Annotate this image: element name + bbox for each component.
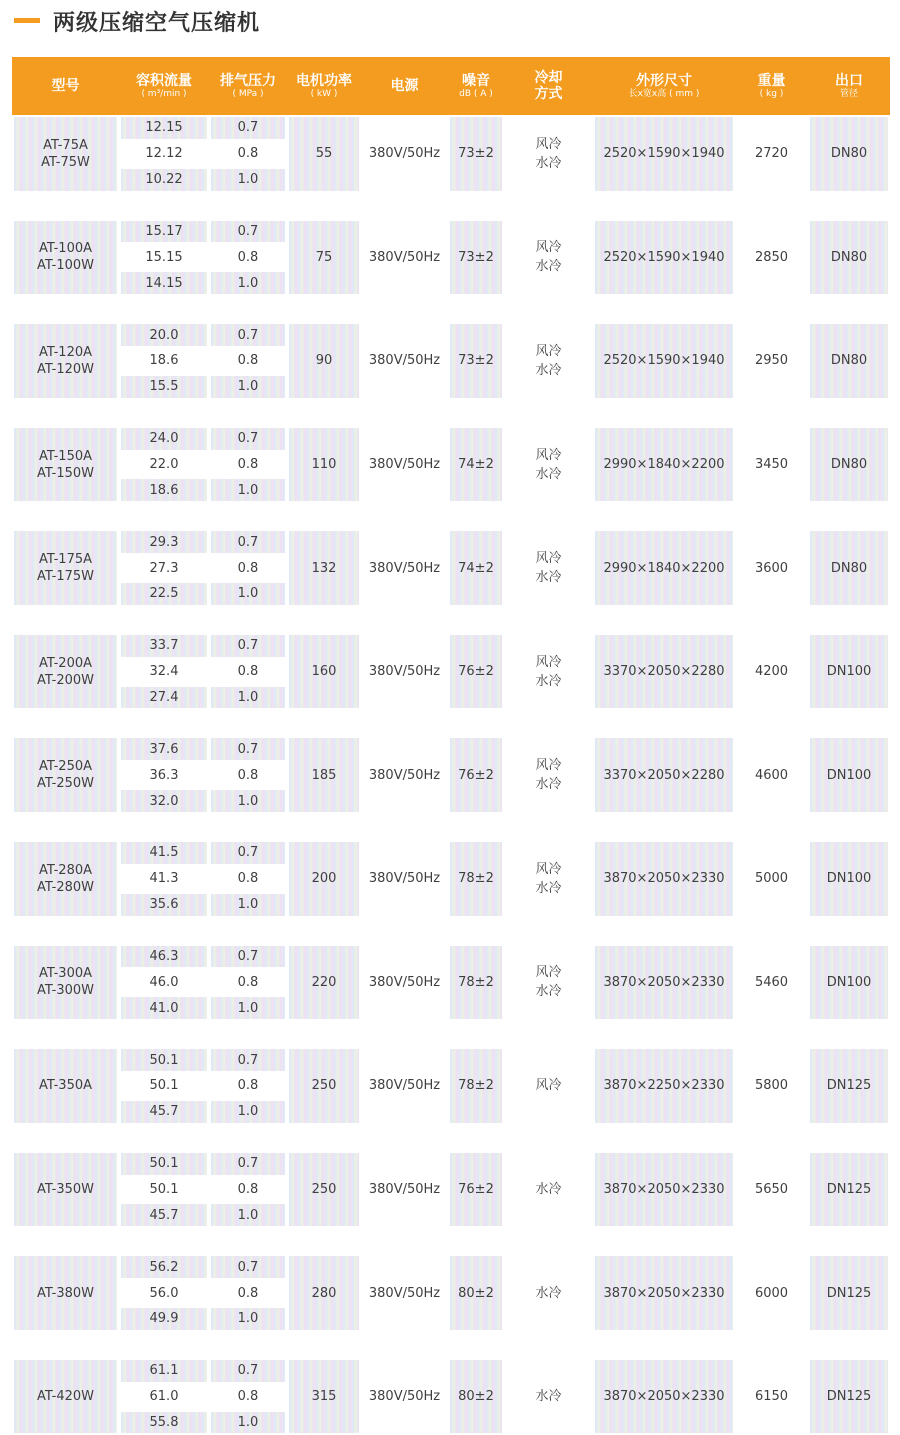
row-gap — [12, 1125, 890, 1151]
flow-cell: 18.6 — [119, 477, 209, 503]
model-cell-line: AT-350W — [37, 1181, 94, 1197]
row-gap — [12, 607, 890, 633]
flow-cell: 14.15 — [119, 270, 209, 296]
flow-cell: 22.5 — [119, 581, 209, 607]
table-body — [12, 115, 890, 1435]
table-row — [12, 944, 890, 970]
flow-cell: 15.15 — [145, 249, 183, 265]
model-cell-line: AT-75W — [41, 154, 90, 170]
table-header-row — [12, 57, 890, 115]
weight-cell: 4200 — [754, 664, 789, 680]
flow-cell: 55.8 — [119, 1410, 209, 1435]
noise-cell: 73±2 — [448, 219, 504, 297]
pressure-cell: 1.0 — [209, 167, 287, 193]
power-cell: 185 — [287, 736, 361, 814]
pressure-cell: 1.0 — [209, 374, 287, 400]
column-header — [808, 57, 890, 115]
cooling-cell-line: 水冷 — [535, 984, 562, 1000]
flow-cell: 46.0 — [149, 974, 179, 990]
noise-cell: 74±2 — [448, 426, 504, 504]
dims-cell: 3870×2250×2330 — [593, 1047, 735, 1125]
flow-cell: 35.6 — [119, 892, 209, 918]
flow-cell: 50.1 — [149, 1078, 179, 1094]
cooling-cell-line: 风冷 — [535, 551, 562, 567]
pressure-cell: 1.0 — [209, 477, 287, 503]
outlet-cell: DN125 — [808, 1151, 890, 1229]
cooling-cell-line: 水冷 — [535, 1389, 562, 1405]
outlet-cell: DN100 — [808, 633, 890, 711]
outlet-cell: DN80 — [808, 426, 890, 504]
flow-cell: 36.3 — [149, 767, 179, 783]
pressure-cell: 1.0 — [209, 581, 287, 607]
row-gap — [12, 1021, 890, 1047]
flow-cell: 41.5 — [119, 840, 209, 866]
noise-cell: 76±2 — [448, 736, 504, 814]
supply-cell: 380V/50Hz — [368, 1389, 441, 1405]
column-header-label: 排气压力 — [220, 72, 276, 89]
column-header — [12, 57, 119, 115]
table-row — [12, 219, 890, 245]
weight-cell: 6150 — [754, 1389, 789, 1405]
power-cell: 110 — [287, 426, 361, 504]
column-header — [361, 57, 448, 115]
dims-cell: 2520×1590×1940 — [593, 115, 735, 193]
flow-cell: 27.3 — [149, 560, 179, 576]
model-cell-line: AT-120A — [38, 344, 93, 360]
model-cell-line: AT-200A — [38, 655, 93, 671]
model-cell — [12, 1047, 119, 1125]
noise-cell: 80±2 — [448, 1254, 504, 1332]
pressure-cell: 0.8 — [237, 1389, 259, 1405]
model-cell — [12, 736, 119, 814]
flow-cell: 12.12 — [145, 146, 183, 162]
pressure-cell: 0.8 — [237, 353, 259, 369]
pressure-cell: 0.8 — [237, 560, 259, 576]
flow-cell: 41.3 — [149, 871, 179, 887]
dims-cell: 3870×2050×2330 — [593, 1358, 735, 1435]
outlet-cell: DN80 — [808, 115, 890, 193]
outlet-cell: DN100 — [808, 736, 890, 814]
column-header — [593, 57, 735, 115]
cooling-cell-line: 风冷 — [535, 965, 562, 981]
supply-cell: 380V/50Hz — [368, 353, 441, 369]
column-header-label: 出口 — [835, 72, 863, 89]
cooling-cell — [504, 426, 593, 504]
model-cell-line: AT-175A — [38, 552, 93, 568]
model-cell-line: AT-280A — [38, 862, 93, 878]
title-accent-bar — [14, 18, 40, 23]
dims-cell: 3370×2050×2280 — [593, 633, 735, 711]
pressure-cell: 1.0 — [209, 1099, 287, 1125]
column-header-unit: ( kW ) — [310, 88, 338, 99]
supply-cell: 380V/50Hz — [368, 249, 441, 265]
row-gap — [12, 193, 890, 219]
dims-cell: 2520×1590×1940 — [593, 219, 735, 297]
flow-cell: 56.0 — [149, 1285, 179, 1301]
model-cell — [12, 322, 119, 400]
cooling-cell — [504, 529, 593, 607]
column-header — [448, 57, 504, 115]
model-cell — [12, 1254, 119, 1332]
pressure-cell: 0.8 — [237, 146, 259, 162]
pressure-cell: 0.8 — [237, 1181, 259, 1197]
row-gap — [12, 1332, 890, 1358]
power-cell: 220 — [287, 944, 361, 1022]
supply-cell: 380V/50Hz — [368, 1285, 441, 1301]
column-header — [209, 57, 287, 115]
noise-cell: 73±2 — [448, 322, 504, 400]
model-cell-line: AT-300A — [38, 966, 93, 982]
column-header — [119, 57, 209, 115]
outlet-cell: DN125 — [808, 1047, 890, 1125]
model-cell-line: AT-250W — [37, 776, 94, 792]
weight-cell: 3450 — [754, 457, 789, 473]
model-cell-line: AT-200W — [37, 672, 94, 688]
model-cell-line: AT-380W — [37, 1285, 94, 1301]
flow-cell: 49.9 — [119, 1306, 209, 1332]
pressure-cell: 1.0 — [209, 1202, 287, 1228]
pressure-cell: 1.0 — [209, 995, 287, 1021]
table-row — [12, 633, 890, 659]
model-cell-line: AT-100A — [38, 241, 93, 257]
flow-cell: 33.7 — [119, 633, 209, 659]
page-header — [0, 0, 900, 50]
row-gap — [12, 400, 890, 426]
column-header-label: 电机功率 — [296, 72, 352, 89]
row-gap — [12, 710, 890, 736]
power-cell: 55 — [287, 115, 361, 193]
flow-cell: 41.0 — [119, 995, 209, 1021]
pressure-cell: 1.0 — [209, 1306, 287, 1332]
cooling-cell-line: 水冷 — [535, 466, 562, 482]
spec-table — [12, 57, 890, 1435]
pressure-cell: 0.7 — [209, 944, 287, 970]
model-cell-line: AT-280W — [37, 879, 94, 895]
noise-cell: 76±2 — [448, 633, 504, 711]
weight-cell: 4600 — [754, 767, 789, 783]
column-header-label: 冷却 — [534, 70, 563, 86]
flow-cell: 10.22 — [119, 167, 209, 193]
cooling-cell-line: 风冷 — [535, 1078, 562, 1094]
column-header-label: 型号 — [51, 78, 80, 94]
dims-cell: 3870×2050×2330 — [593, 1151, 735, 1229]
power-cell: 280 — [287, 1254, 361, 1332]
pressure-cell: 0.8 — [237, 871, 259, 887]
supply-cell: 380V/50Hz — [368, 974, 441, 990]
weight-cell: 2720 — [754, 146, 789, 162]
power-cell: 160 — [287, 633, 361, 711]
cooling-cell — [504, 219, 593, 297]
model-cell — [12, 426, 119, 504]
row-gap — [12, 296, 890, 322]
table-row — [12, 529, 890, 555]
outlet-cell: DN80 — [808, 219, 890, 297]
pressure-cell: 0.7 — [209, 322, 287, 348]
supply-cell: 380V/50Hz — [368, 1181, 441, 1197]
pressure-cell: 0.7 — [209, 426, 287, 452]
page-title: 两级压缩空气压缩机 — [53, 11, 261, 36]
weight-cell: 5000 — [754, 871, 789, 887]
model-cell — [12, 529, 119, 607]
cooling-cell-line: 风冷 — [535, 447, 562, 463]
pressure-cell: 0.7 — [209, 1047, 287, 1073]
cooling-cell-line: 水冷 — [535, 570, 562, 586]
flow-cell: 27.4 — [119, 685, 209, 711]
supply-cell: 380V/50Hz — [368, 560, 441, 576]
cooling-cell-line: 水冷 — [535, 362, 562, 378]
outlet-cell: DN80 — [808, 529, 890, 607]
outlet-cell: DN125 — [808, 1254, 890, 1332]
column-header-unit: ( kg ) — [759, 88, 784, 99]
column-header-label: 电源 — [390, 78, 419, 94]
power-cell: 250 — [287, 1151, 361, 1229]
power-cell: 250 — [287, 1047, 361, 1125]
dims-cell: 2990×1840×2200 — [593, 426, 735, 504]
flow-cell: 50.1 — [119, 1047, 209, 1073]
table-row — [12, 1151, 890, 1177]
flow-cell: 37.6 — [119, 736, 209, 762]
pressure-cell: 1.0 — [209, 1410, 287, 1435]
noise-cell: 78±2 — [448, 944, 504, 1022]
pressure-cell: 1.0 — [209, 270, 287, 296]
dims-cell: 2990×1840×2200 — [593, 529, 735, 607]
noise-cell: 74±2 — [448, 529, 504, 607]
column-header — [287, 57, 361, 115]
supply-cell: 380V/50Hz — [368, 457, 441, 473]
pressure-cell: 0.8 — [237, 1285, 259, 1301]
table-row — [12, 1047, 890, 1073]
cooling-cell-line: 风冷 — [535, 654, 562, 670]
model-cell — [12, 840, 119, 918]
pressure-cell: 0.7 — [209, 219, 287, 245]
model-cell-line: AT-75A — [43, 137, 88, 153]
flow-cell: 50.1 — [149, 1181, 179, 1197]
cooling-cell — [504, 944, 593, 1022]
pressure-cell: 0.7 — [209, 1151, 287, 1177]
cooling-cell-line: 水冷 — [535, 673, 562, 689]
pressure-cell: 0.8 — [237, 767, 259, 783]
model-cell-line: AT-150A — [38, 448, 93, 464]
column-header — [504, 57, 593, 115]
row-gap — [12, 1228, 890, 1254]
column-header-unit: ( m³/min ) — [141, 88, 187, 99]
column-header-unit: 管径 — [839, 88, 858, 99]
noise-cell: 78±2 — [448, 840, 504, 918]
model-cell — [12, 944, 119, 1022]
power-cell: 315 — [287, 1358, 361, 1435]
model-cell-line: AT-350A — [38, 1078, 93, 1094]
row-gap — [12, 503, 890, 529]
cooling-cell-line: 水冷 — [535, 880, 562, 896]
row-gap — [12, 814, 890, 840]
cooling-cell-line: 水冷 — [535, 1181, 562, 1197]
cooling-cell — [504, 840, 593, 918]
model-cell — [12, 115, 119, 193]
pressure-cell: 1.0 — [209, 892, 287, 918]
column-header-label: 容积流量 — [136, 72, 192, 89]
column-header — [735, 57, 808, 115]
column-header-label: 噪音 — [462, 72, 490, 89]
table-row — [12, 115, 890, 141]
dims-cell: 3370×2050×2280 — [593, 736, 735, 814]
cooling-cell-line: 风冷 — [535, 240, 562, 256]
flow-cell: 12.15 — [119, 115, 209, 141]
weight-cell: 6000 — [754, 1285, 789, 1301]
flow-cell: 24.0 — [119, 426, 209, 452]
model-cell-line: AT-150W — [37, 465, 94, 481]
noise-cell: 80±2 — [448, 1358, 504, 1435]
table-row — [12, 426, 890, 452]
table-row — [12, 736, 890, 762]
flow-cell: 45.7 — [119, 1099, 209, 1125]
cooling-cell — [504, 633, 593, 711]
weight-cell: 2850 — [754, 249, 789, 265]
flow-cell: 46.3 — [119, 944, 209, 970]
cooling-cell-line: 风冷 — [535, 136, 562, 152]
flow-cell: 29.3 — [119, 529, 209, 555]
supply-cell: 380V/50Hz — [368, 871, 441, 887]
supply-cell: 380V/50Hz — [368, 1078, 441, 1094]
weight-cell: 5460 — [754, 974, 789, 990]
pressure-cell: 0.7 — [209, 633, 287, 659]
outlet-cell: DN100 — [808, 840, 890, 918]
cooling-cell — [504, 1047, 593, 1125]
weight-cell: 3600 — [754, 560, 789, 576]
pressure-cell: 0.8 — [237, 1078, 259, 1094]
column-header-label: 外形尺寸 — [636, 72, 692, 89]
dims-cell: 3870×2050×2330 — [593, 840, 735, 918]
outlet-cell: DN125 — [808, 1358, 890, 1435]
supply-cell: 380V/50Hz — [368, 664, 441, 680]
flow-cell: 56.2 — [119, 1254, 209, 1280]
pressure-cell: 1.0 — [209, 685, 287, 711]
cooling-cell — [504, 115, 593, 193]
model-cell-line: AT-175W — [37, 569, 94, 585]
pressure-cell: 0.7 — [209, 840, 287, 866]
table-row — [12, 840, 890, 866]
flow-cell: 32.0 — [119, 788, 209, 814]
flow-cell: 32.4 — [149, 664, 179, 680]
column-header-label: 重量 — [757, 72, 786, 89]
pressure-cell: 0.7 — [209, 1254, 287, 1280]
cooling-cell-line: 水冷 — [535, 1285, 562, 1301]
weight-cell: 5650 — [754, 1181, 789, 1197]
weight-cell: 2950 — [754, 353, 789, 369]
model-cell-line: AT-250A — [38, 759, 93, 775]
dims-cell: 3870×2050×2330 — [593, 1254, 735, 1332]
pressure-cell: 0.7 — [209, 736, 287, 762]
pressure-cell: 0.8 — [237, 974, 259, 990]
power-cell: 90 — [287, 322, 361, 400]
power-cell: 132 — [287, 529, 361, 607]
model-cell-line: AT-100W — [37, 258, 94, 274]
pressure-cell: 0.8 — [237, 664, 259, 680]
model-cell-line: AT-300W — [37, 983, 94, 999]
model-cell-line: AT-120W — [37, 361, 94, 377]
pressure-cell: 0.8 — [237, 457, 259, 473]
pressure-cell: 0.7 — [209, 529, 287, 555]
dims-cell: 3870×2050×2330 — [593, 944, 735, 1022]
model-cell — [12, 633, 119, 711]
column-header-unit: dB ( A ) — [459, 88, 493, 99]
dims-cell: 2520×1590×1940 — [593, 322, 735, 400]
noise-cell: 76±2 — [448, 1151, 504, 1229]
cooling-cell — [504, 736, 593, 814]
power-cell: 75 — [287, 219, 361, 297]
outlet-cell: DN80 — [808, 322, 890, 400]
cooling-cell — [504, 1151, 593, 1229]
model-cell — [12, 1151, 119, 1229]
pressure-cell: 1.0 — [209, 788, 287, 814]
column-header-unit: ( MPa ) — [232, 88, 264, 99]
cooling-cell-line: 水冷 — [535, 155, 562, 171]
model-cell — [12, 219, 119, 297]
supply-cell: 380V/50Hz — [368, 146, 441, 162]
flow-cell: 15.17 — [119, 219, 209, 245]
cooling-cell — [504, 1358, 593, 1435]
cooling-cell-line: 风冷 — [535, 758, 562, 774]
supply-cell: 380V/50Hz — [368, 767, 441, 783]
table-row — [12, 322, 890, 348]
noise-cell: 78±2 — [448, 1047, 504, 1125]
cooling-cell-line: 风冷 — [535, 861, 562, 877]
table-row — [12, 1358, 890, 1384]
cooling-cell-line: 水冷 — [535, 259, 562, 275]
column-header-unit: 方式 — [534, 86, 563, 102]
flow-cell: 22.0 — [149, 457, 179, 473]
flow-cell: 18.6 — [149, 353, 179, 369]
flow-cell: 61.1 — [119, 1358, 209, 1384]
model-cell — [12, 1358, 119, 1435]
flow-cell: 50.1 — [119, 1151, 209, 1177]
flow-cell: 61.0 — [149, 1389, 179, 1405]
row-gap — [12, 918, 890, 944]
column-header-unit: 长x宽x高 ( mm ) — [628, 88, 700, 99]
pressure-cell: 0.7 — [209, 1358, 287, 1384]
flow-cell: 45.7 — [119, 1202, 209, 1228]
cooling-cell — [504, 322, 593, 400]
model-cell-line: AT-420W — [37, 1389, 94, 1405]
pressure-cell: 0.7 — [209, 115, 287, 141]
flow-cell: 20.0 — [119, 322, 209, 348]
table-row — [12, 1254, 890, 1280]
cooling-cell — [504, 1254, 593, 1332]
noise-cell: 73±2 — [448, 115, 504, 193]
flow-cell: 15.5 — [119, 374, 209, 400]
weight-cell: 5800 — [754, 1078, 789, 1094]
cooling-cell-line: 风冷 — [535, 343, 562, 359]
power-cell: 200 — [287, 840, 361, 918]
cooling-cell-line: 水冷 — [535, 777, 562, 793]
outlet-cell: DN100 — [808, 944, 890, 1022]
pressure-cell: 0.8 — [237, 249, 259, 265]
